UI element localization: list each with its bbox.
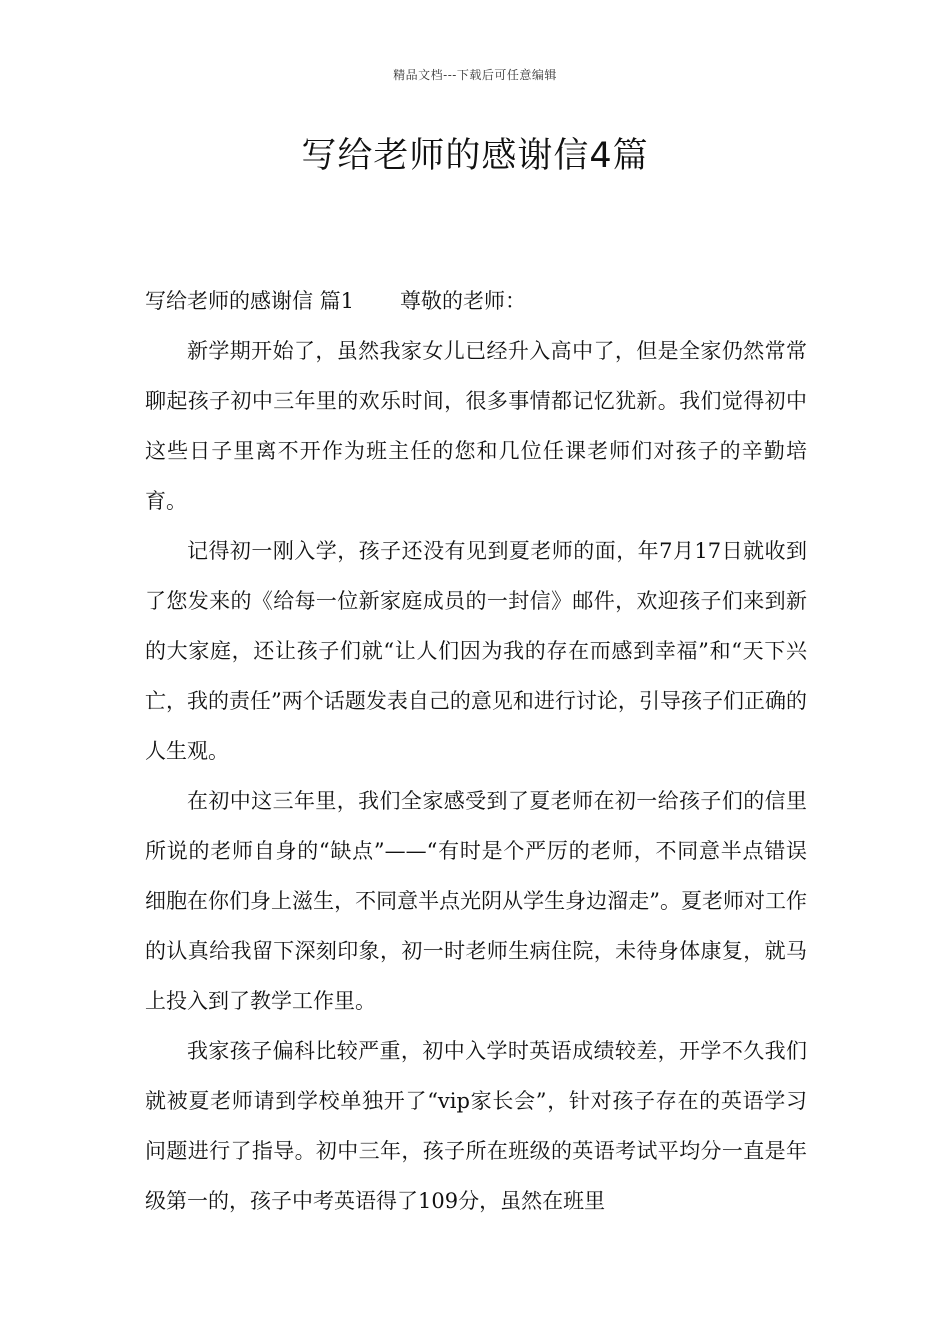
header-note: 精品文档---下载后可任意编辑 bbox=[393, 68, 557, 82]
paragraph-2: 记得初一刚入学，孩子还没有见到夏老师的面，年7月17日就收到了您发来的《给每一位新家庭成员的一封信》邮件，欢迎孩子们来到新的大家庭，还让孩子们就“让人们因为我的存在而感到幸福”和“天下兴亡，我的责任”两个话题发表自己的意见和进行讨论，引导孩子们正确的人生观。 bbox=[145, 539, 807, 763]
letter-heading: 写给老师的感谢信 篇1 bbox=[145, 289, 355, 313]
paragraph-1: 新学期开始了，虽然我家女儿已经升入高中了，但是全家仍然常常聊起孩子初中三年里的欢乐时间，很多事情都记忆犹新。我们觉得初中这些日子里离不开作为班主任的您和几位任课老师们对孩子的辛勤培育。 bbox=[145, 339, 807, 513]
paragraph-3: 在初中这三年里，我们全家感受到了夏老师在初一给孩子们的信里所说的老师自身的“缺点”——“有时是个严厉的老师，不同意半点错误细胞在你们身上滋生，不同意半点光阴从学生身边溜走”。夏老师对工作的认真给我留下深刻印象，初一时老师生病住院，未待身体康复，就马上投入到了教学工作里。 bbox=[145, 789, 807, 1013]
letter-salutation: 尊敬的老师： bbox=[400, 289, 527, 313]
letter-opening bbox=[145, 276, 807, 326]
document-title: 写给老师的感谢信4篇 bbox=[301, 136, 649, 176]
paragraph-4: 我家孩子偏科比较严重，初中入学时英语成绩较差，开学不久我们就被夏老师请到学校单独开了“vip家长会”，针对孩子存在的英语学习问题进行了指导。初中三年，孩子所在班级的英语考试平均分一直是年级第一的，孩子中考英语得了109分，虽然在班里 bbox=[145, 1039, 807, 1213]
letter-body bbox=[145, 276, 807, 1226]
